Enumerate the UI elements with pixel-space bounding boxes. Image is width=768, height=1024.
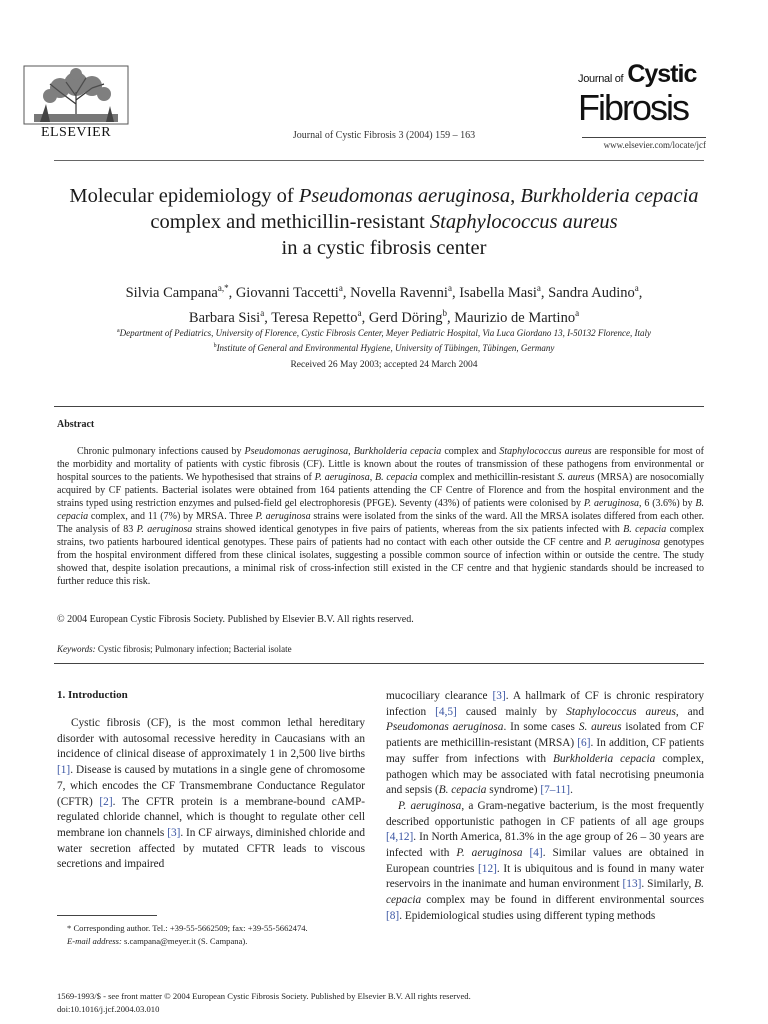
email-label: E-mail address: xyxy=(67,936,122,946)
abstract-heading: Abstract xyxy=(57,419,95,430)
author-affiliation-mark: a xyxy=(634,283,639,293)
citation-link[interactable]: [8] xyxy=(386,909,400,922)
author-name[interactable]: Giovanni Taccetti xyxy=(235,284,339,301)
body-left-column: Cystic fibrosis (CF), is the most common lethal hereditary disorder with autosomal recessive heredity in Caucasians with an incidence of clinical disease of approximately 1 in 2,500 live births [1]. Disease is caused by mutations in a single gene of chromosome 7, which encodes the CF Transmembrane Conductance Regulator (CFTR) [2]. The CFTR protein is a membrane-bound cAMP-regulated chloride channel, which is thought to regulate other cell membrane ion channels [3]. In CF airways, diminished chloride and water secretion affected by mutated CFTR leads to viscous secretions and impaired xyxy=(57,717,365,871)
citation-link[interactable]: [4,12] xyxy=(386,831,414,844)
keywords xyxy=(57,644,704,654)
author-affiliation-mark: a xyxy=(447,283,452,293)
citation-link[interactable]: [1] xyxy=(57,764,71,777)
citation-link[interactable]: [12] xyxy=(478,862,497,875)
paragraph: mucociliary clearance [3]. A hallmark of CF is chronic respiratory infection [4,5] caused mainly by Staphylococcus aureus, and Pseudomonas aeruginosa. In some cases S. aureus isolated from CF patients are methicillin-resistant (MRSA) [6]. In addition, CF patients may suffer from infections with Burkholderia cepacia complex, pathogen which may be associated with fatal necrotising pneumonia and sepsis (B. cepacia syndrome) [7–11]. xyxy=(386,690,704,797)
author-affiliation-mark: a xyxy=(260,307,265,318)
abstract-text: Chronic pulmonary infections caused by Pseudomonas aeruginosa, Burkholderia cepacia complex and Staphylococcus aureus are responsible for most of the morbidity and mortality of patients with cystic fibrosis (CF). Little is known about the routes of transmission of these pathogens from environmental or hospital sources to the patients. We hypothesised that strains of P. aeruginosa, B. cepacia complex and methicillin-resistant S. aureus (MRSA) are nosocomially acquired by CF patients. Bacterial isolates were obtained from 164 patients attending the CF Centre of Florence and from the hospital environment and the strains typed using restriction enzymes and pulsed-field gel electrophoresis (PFGE). Seventy (43%) of patients were colonised by P. aeruginosa, 6 (3.6%) by B. cepacia complex, and 11 (7%) by MRSA. Three P. aeruginosa strains were isolated from the sinks of the ward. All the MRSA isolates differed from each other. The analysis of 83 P. aeruginosa strains showed identical genotypes in five pairs of patients, whereas from the six patients infected with B. cepacia complex strains, two patients harboured identical genotypes. These pairs of patients had no contact with each other outside the CF centre and P. aeruginosa genotypes from the hospital environment differed from these clinical isolates, suggesting a possible common source of infection within or outside the centre. The study showed that, despite isolation precautions, a minimal risk of cross-infection still existed in the CF centre and that hygienic standards should be increased to further reduce this risk. xyxy=(57,446,705,587)
author-name[interactable]: Novella Ravenni xyxy=(350,284,448,301)
journal-logo-line2: Cystic xyxy=(627,60,697,88)
journal-logo-line1: Journal of xyxy=(578,73,624,85)
citation-link[interactable]: [2] xyxy=(99,795,113,808)
author-affiliation-mark: a xyxy=(357,307,362,318)
author-affiliation-mark: a xyxy=(536,283,541,293)
abstract-top-rule xyxy=(54,406,704,407)
citation-link[interactable]: [6] xyxy=(577,737,591,750)
author-affiliation-mark: a xyxy=(338,283,343,293)
author-affiliation-mark: a xyxy=(575,307,580,318)
header-divider xyxy=(54,160,704,161)
received-dates: Received 26 May 2003; accepted 24 March 2004 xyxy=(290,360,478,370)
corresponding-author-footnote: * Corresponding author. Tel.: +39-55-5662509; fax: +39-55-5662474. E-mail address: s.campana@meyer.it (S. Campana). xyxy=(67,923,308,946)
citation-link[interactable]: [13] xyxy=(622,878,642,891)
journal-logo-line3: Fibrosis xyxy=(578,87,689,128)
author-name[interactable]: Silvia Campana xyxy=(125,284,218,301)
email-address[interactable]: s.campana@meyer.it (S. Campana). xyxy=(121,936,248,946)
article-title: Molecular epidemiology of Pseudomonas aeruginosa, Burkholderia cepacia complex and methicillin-resistant Staphylococcus aureus in a cystic fibrosis center xyxy=(69,185,699,259)
author-affiliation-mark: b xyxy=(442,307,448,318)
abstract-bottom-rule xyxy=(54,663,704,664)
doi-line[interactable]: doi:10.1016/j.jcf.2004.03.010 xyxy=(57,1004,160,1014)
journal-citation: Journal of Cystic Fibrosis 3 (2004) 159 – 163 xyxy=(292,130,476,141)
author-name[interactable]: Gerd Döring xyxy=(368,309,443,326)
copyright-notice: © 2004 European Cystic Fibrosis Society. Published by Elsevier B.V. All rights reserved. xyxy=(57,614,414,625)
author-name[interactable]: Isabella Masi xyxy=(459,284,537,301)
page-footer xyxy=(57,990,707,1016)
citation-link[interactable]: [3] xyxy=(167,826,181,839)
paragraph: P. aeruginosa, a Gram-negative bacterium, is the most frequently described opportunistic pathogen in CF patients of all age groups [4,12]. In North America, 81.3% in the age group of 26 – 30 years are infected with P. aeruginosa [4]. Similar values are obtained in European countries [12]. It is ubiquitous and is found in many water reservoirs in the inanimate and human environment [13]. Similarly, B. cepacia complex may be found in different environmental sources [8]. Epidemiological studies using different typing methods xyxy=(386,799,704,922)
keywords-label: Keywords: xyxy=(57,644,96,654)
citation-link[interactable]: [4,5] xyxy=(435,705,457,718)
journal-url-link[interactable]: www.elsevier.com/locate/jcf xyxy=(603,140,706,150)
issn-line: 1569-1993/$ - see front matter © 2004 European Cystic Fibrosis Society. Published by Elsevier B.V. All rights reserved. xyxy=(57,991,471,1001)
publisher-name: ELSEVIER xyxy=(40,125,112,140)
citation-link[interactable]: [3] xyxy=(492,690,506,702)
author-affiliation-mark: a,* xyxy=(217,283,229,293)
keywords-list: Cystic fibrosis; Pulmonary infection; Bacterial isolate xyxy=(97,644,292,654)
citation-link[interactable]: [7–11] xyxy=(540,784,571,797)
author-name[interactable]: Sandra Audino xyxy=(548,284,635,301)
affiliations xyxy=(60,325,708,355)
logo-rule xyxy=(582,137,706,138)
journal-logo xyxy=(578,60,706,128)
affiliation-b: $^b$Institute of General and Environmental Hygiene, University of Tübingen, Tübingen, Germany xyxy=(213,343,555,353)
author-name[interactable]: Barbara Sisi xyxy=(188,309,261,326)
author-name[interactable]: Maurizio de Martino xyxy=(454,309,576,326)
author-name[interactable]: Teresa Repetto xyxy=(271,309,358,326)
footnote-rule xyxy=(57,915,157,916)
body-right-column xyxy=(386,689,704,925)
citation-link[interactable]: [4] xyxy=(529,847,543,860)
section-heading: 1. Introduction xyxy=(57,689,128,701)
author-list: Silvia Campana$^{a,*}$, Giovanni Taccetti$^a$, Novella Ravenni$^a$, Isabella Masi$^a$, Sandra Audino$^a$, Barbara Sisi$^a$, Teresa Repetto$^a$, Gerd Döring$^b$, Maurizio de Martino$^a$ xyxy=(125,283,643,326)
affiliation-a: $^a$Department of Pediatrics, University of Florence, Cystic Fibrosis Center, Meyer Pediatric Hospital, Via Luca Giordano 13, I-50132 Florence, Italy xyxy=(116,328,652,338)
